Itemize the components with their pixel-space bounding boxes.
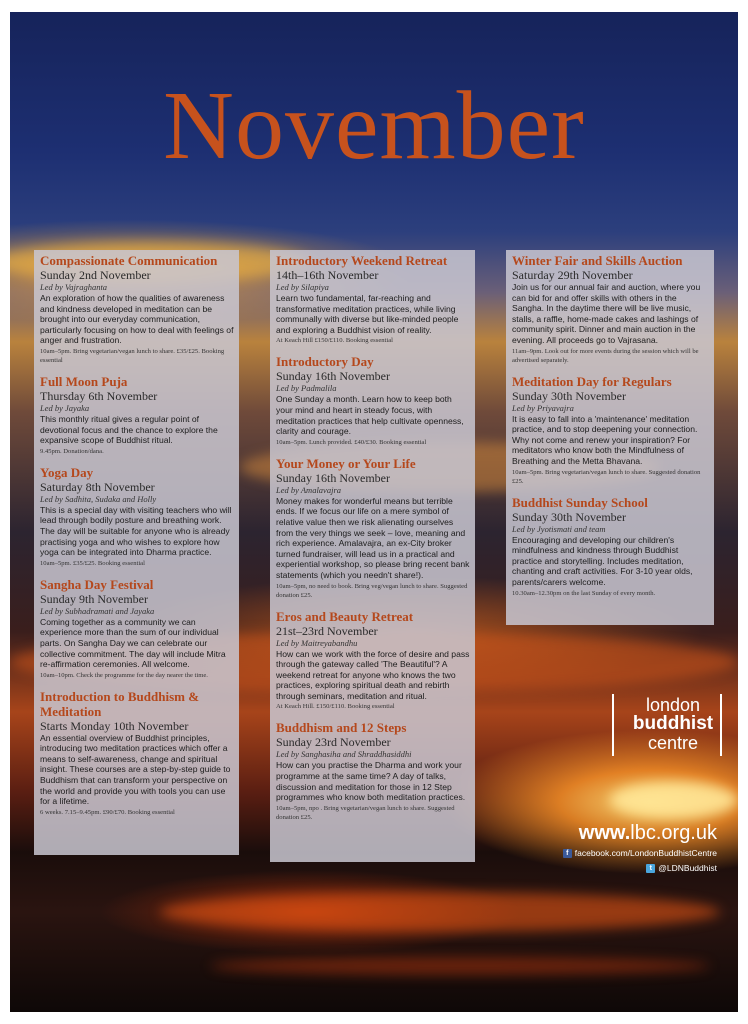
event-yoga-day [40,465,234,568]
page-title: November [163,72,585,180]
logo-line-3: centre [647,733,699,753]
website-prefix: www. [578,822,631,844]
facebook-link[interactable] [563,848,717,858]
event-description: Encouraging and developing our children's mindfulness and kindness through Buddhist practice and storytelling. Includes meditation, chanting and craft activities. For 3-10 year olds, parents/carers welcome. [512,534,693,587]
event-introduction-to-buddhism [40,689,234,817]
event-title: Introductory Day [276,354,374,370]
event-leader: Led by Sanghasiha and Shraddhasiddhi [276,749,412,760]
event-date: Sunday 16th November [276,369,390,384]
event-date: Sunday 30th November [512,509,626,524]
event-description: How can you practise the Dharma and work your programme at the same time? A day of talks, discussion and meditation for those in 12 Step programmes who know both meditation practices. [276,760,466,803]
event-title: Introduction to Buddhism & Meditation [40,688,200,719]
event-date: 14th–16th November [276,268,379,282]
event-title: Sangha Day Festival [40,576,154,592]
event-description: It is easy to fall into a 'maintenance' meditation practice, and to stop deepening your connection. Why not come and renew your inspiration? For meditators who know both the Mindfulness of Breathing and the Metta Bhavana. [512,413,698,466]
event-leader: Led by Silapiya [276,282,329,292]
event-eros-and-beauty-retreat [276,609,470,712]
event-leader: Led by Vajraghanta [40,282,108,292]
logo-line-1: london [645,695,701,715]
event-description: Join us for our annual fair and auction, where you can bid for and offer skills with others in the Sangha. In the daytime there will be live music, stalls, a raffle, home-made cakes and lashings of community spirit. Dinner and main auction in the evening. All proceeds go to Vajrasana. [512,282,701,345]
logo-bar-left [612,694,614,756]
event-date: Sunday 30th November [512,388,626,403]
event-date: Sunday 23rd November [276,735,391,750]
water-reflection [160,892,720,932]
event-description: An essential overview of Buddhist principles, introducing two meditation practices which offer a means to self-awareness, change and spiritual insight. These courses are a step-by-step guide to Buddhism that can transform your perspective on the world and provide you with tools you can use for a lifetime. [40,732,231,807]
event-description: How can we work with the force of desire and pass through the gateway called 'The Beautiful'? A weekend retreat for anyone who knows the two practices, exploring spiritual death and rebirth through seminars, meditation and ritual. [276,648,470,701]
event-details: 6 weeks. 7.15–9.45pm. £90/£70. Booking essential [40,808,175,816]
event-description: One Sunday a month. Learn how to keep both your mind and heart in steady focus, with meditation practices that help cultivate openness, clarity and courage. [276,394,464,437]
event-description: An exploration of how the qualities of awareness and kindness developed in meditation can be brought into our everyday communication, particularly focusing on how to deal with feelings of anger and frustration. [40,293,234,346]
event-details: 9.45pm. Donation/dana. [40,447,104,455]
event-date: Saturday 29th November [512,268,633,282]
event-title: Full Moon Puja [40,373,128,389]
event-details: At Keach Hill. £150/£110. Booking essential [276,703,395,711]
event-title: Winter Fair and Skills Auction [512,253,683,268]
event-title: Yoga Day [40,464,94,480]
event-winter-fair [512,253,709,365]
event-leader: Led by Subhadramati and Jayaka [40,605,155,616]
event-date: Saturday 8th November [40,479,155,494]
twitter-icon: t [646,864,655,873]
london-buddhist-centre-logo [608,692,738,792]
event-details: 10.30am–12.30pm on the last Sunday of every month. [512,589,656,597]
event-title: Buddhism and 12 Steps [276,720,407,736]
event-details: 10am–10pm. Check the programme for the day nearer the time. [40,671,208,679]
logo-line-2: buddhist [632,713,714,734]
event-details: 10am–5pm, npo . Bring vegetarian/vegan lunch to share. Suggested donation £25. [276,804,455,821]
event-details: 10am–5pm. Bring vegetarian/vegan lunch to share. £35/£25. Booking essential [40,347,225,364]
poster [10,12,738,1012]
event-description: Money makes for wonderful means but terrible ends. If we focus our life on a mere symbol of relative value then we risk alienating ourselves from the very things we seek – love, meaning and rich experience. Amalavajra, an ex-City broker turned fundraiser, will lead us in a practical and experiential workshop, so please bring recent bank statements (which you needn't share!). [276,495,470,580]
event-leader: Led by Maitreyabandhu [276,637,358,648]
event-description: This is a special day with visiting teachers who will lead through bodily posture and breathing work. The day will be suitable for anyone who is already practising yoga and who wishes to explore how yoga can be integrated into Dharma practice. [40,504,232,558]
event-details: 11am–9pm. Look out for more events during the session which will be advertised separately. [512,347,699,364]
events-column-2 [270,250,475,862]
logo-bar-right [720,694,722,756]
event-title: Your Money or Your Life [276,455,416,471]
events-column-1 [34,250,239,855]
event-introductory-weekend-retreat [276,253,470,345]
event-full-moon-puja [40,374,234,456]
events-column-3 [506,250,714,625]
event-title: Buddhist Sunday School [512,494,648,510]
event-date: Sunday 16th November [276,470,390,485]
event-date: Sunday 2nd November [40,268,151,282]
event-leader: Led by Jyotismati and team [512,523,606,534]
event-details: 10am–5pm. £35/£25. Booking essential [40,559,145,567]
event-leader: Led by Padmalila [276,383,337,394]
event-date: 21st–23rd November [276,623,378,638]
event-title: Compassionate Communication [40,253,218,268]
event-leader: Led by Sadhita, Sudaka and Holly [40,493,157,504]
event-title: Eros and Beauty Retreat [276,608,414,624]
event-date: Starts Monday 10th November [40,718,189,733]
event-title: Meditation Day for Regulars [512,373,672,389]
website-domain: lbc.org.uk [630,822,717,844]
event-leader: Led by Amalavajra [276,484,342,495]
event-details: 10am–5pm, no need to book. Bring veg/vegan lunch to share. Suggested donation £25. [276,582,468,599]
event-date: Thursday 6th November [40,388,158,403]
event-your-money-or-your-life [276,456,470,600]
twitter-link[interactable] [646,863,717,873]
event-title: Introductory Weekend Retreat [276,253,448,268]
event-description: This monthly ritual gives a regular point of devotional focus and the chance to explore the expansive scope of Buddhist ritual. [40,413,218,446]
event-leader: Led by Jayaka [40,402,90,413]
website-link[interactable] [579,822,717,845]
event-buddhism-and-12-steps [276,720,470,821]
event-details: 10am–5pm. Lunch provided. £40/£30. Booking essential [276,438,427,446]
facebook-text: facebook.com/LondonBuddhistCentre [574,848,717,858]
event-details: At Keach Hill £150/£110. Booking essential [276,337,393,345]
twitter-text: @LDNBuddhist [658,863,717,873]
event-introductory-day [276,354,470,446]
event-meditation-day-for-regulars [512,374,709,486]
water-reflection-2 [210,957,710,975]
event-description: Coming together as a community we can experience more than the sum of our individual parts. On Sangha Day we can celebrate our collective commitment. The day will include Mitra re-affirmation ceremonies. All welcome. [40,616,226,670]
event-date: Sunday 9th November [40,591,148,606]
event-buddhist-sunday-school [512,495,709,598]
event-sangha-day-festival [40,577,234,680]
event-details: 10am–5pm. Bring vegetarian/vegan lunch to share. Suggested donation £25. [512,468,701,485]
facebook-icon: f [563,849,572,858]
event-description: Learn two fundamental, far-reaching and transformative meditation practices, while living communally with diverse but like-minded people and exploring a Buddhist vision of reality. [276,293,459,335]
event-leader: Led by Priyavajra [512,402,574,413]
event-compassionate-communication [40,253,234,365]
